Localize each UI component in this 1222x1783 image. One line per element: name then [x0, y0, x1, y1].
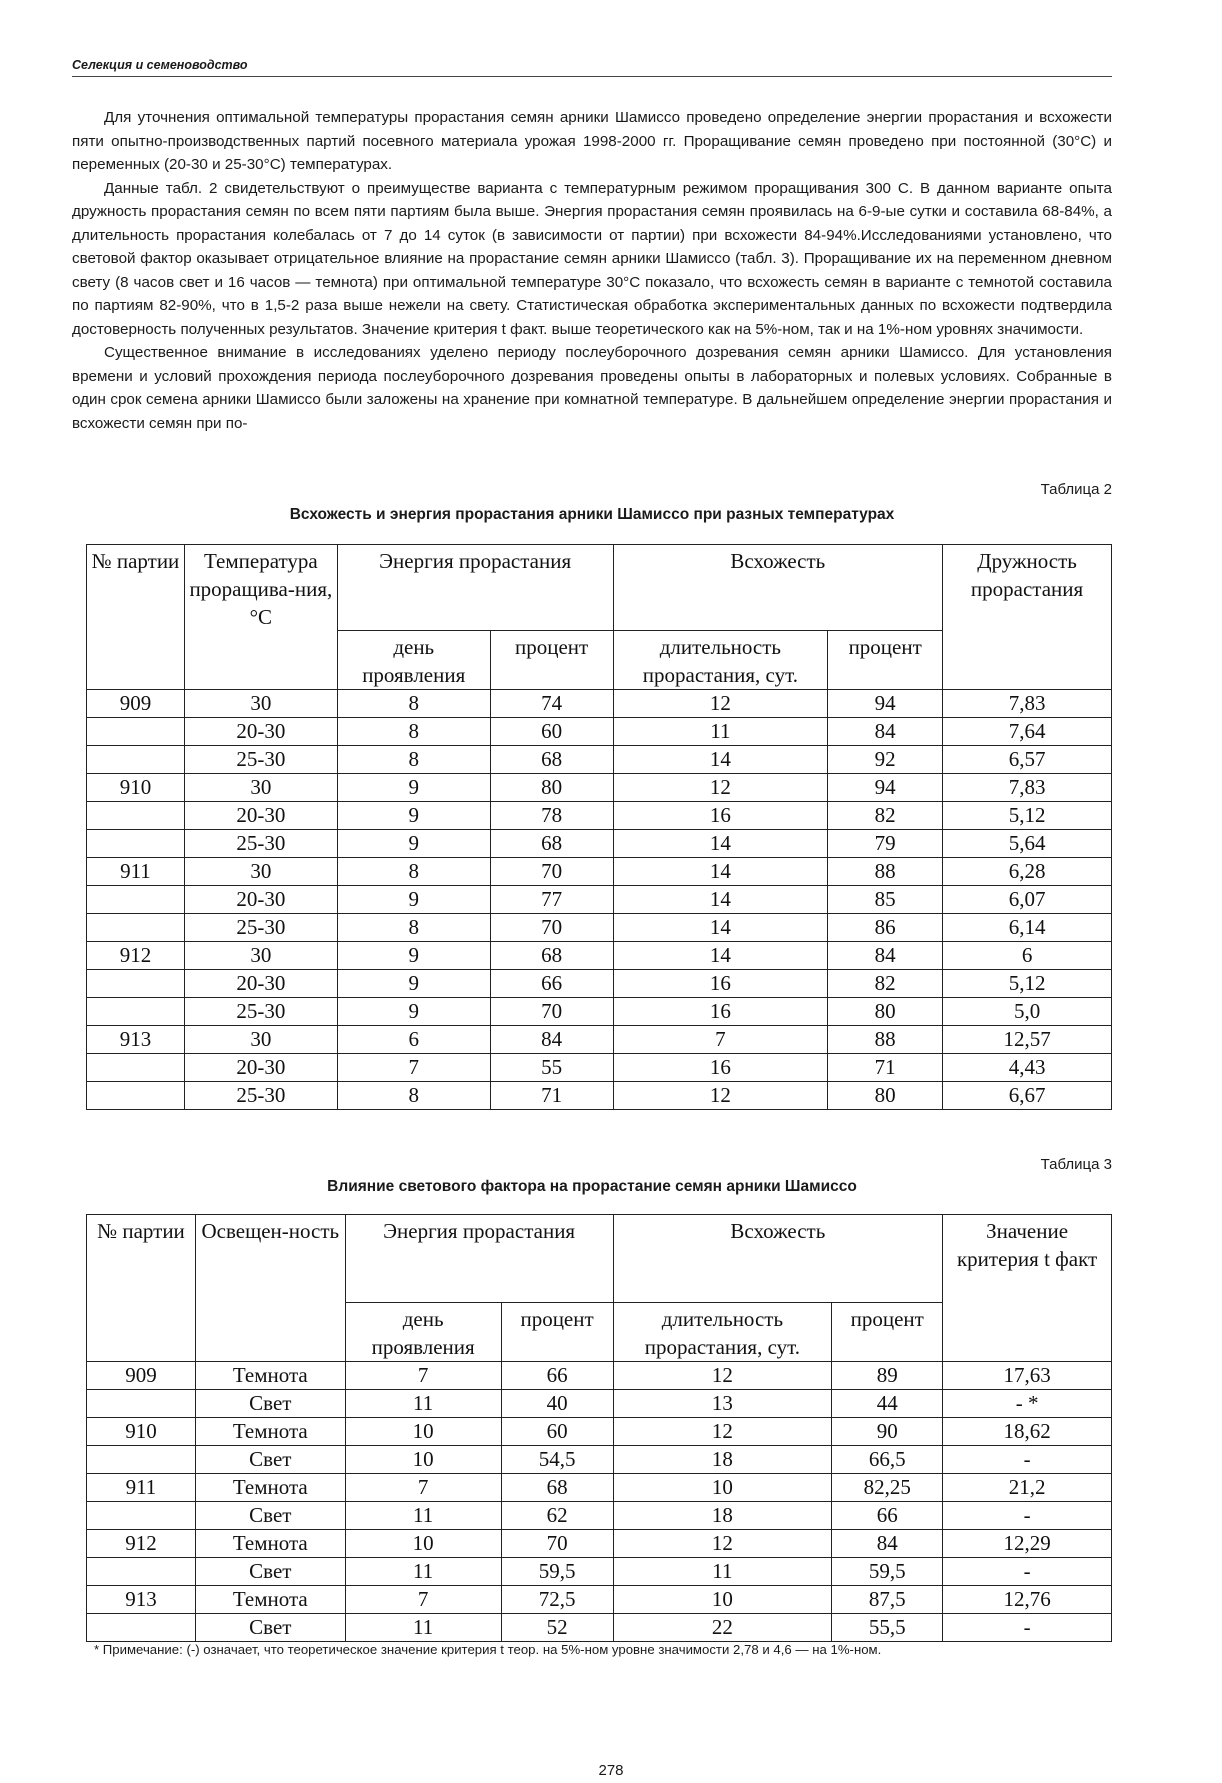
table-cell: 6,28: [943, 858, 1112, 886]
table-cell: 18: [613, 1502, 832, 1530]
table-cell: Темнота: [195, 1362, 345, 1390]
table-cell: 11: [345, 1390, 501, 1418]
table-cell: 20-30: [184, 970, 337, 998]
table-cell: Темнота: [195, 1530, 345, 1558]
table-cell: 910: [87, 774, 185, 802]
table2-label: Таблица 2: [1040, 481, 1112, 498]
table-cell: 14: [613, 858, 828, 886]
table-cell: 84: [490, 1026, 613, 1054]
table-cell: 20-30: [184, 802, 337, 830]
table-cell: [87, 802, 185, 830]
table-cell: Свет: [195, 1390, 345, 1418]
table-row: [87, 1026, 1112, 1054]
t3-header-percent1: процент: [501, 1303, 613, 1362]
t2-header-energy: Энергия прорастания: [337, 545, 613, 631]
table-cell: Свет: [195, 1502, 345, 1530]
table-cell: 8: [337, 1082, 490, 1110]
table-cell: 80: [828, 998, 943, 1026]
table-row: [87, 1082, 1112, 1110]
table-cell: 25-30: [184, 830, 337, 858]
table-row: [87, 774, 1112, 802]
table-cell: 30: [184, 690, 337, 718]
table-row: [87, 802, 1112, 830]
table-row: [87, 746, 1112, 774]
table-cell: 94: [828, 774, 943, 802]
table-cell: 4,43: [943, 1054, 1112, 1082]
table-cell: 16: [613, 1054, 828, 1082]
t3-header-duration: длительность прорастания, сут.: [613, 1303, 832, 1362]
table-cell: 68: [501, 1474, 613, 1502]
table-row: [87, 1390, 1112, 1418]
table-cell: 910: [87, 1418, 196, 1446]
table-cell: 8: [337, 718, 490, 746]
table-cell: 911: [87, 858, 185, 886]
table-cell: 54,5: [501, 1446, 613, 1474]
table-cell: 913: [87, 1586, 196, 1614]
table-cell: 52: [501, 1614, 613, 1642]
table-cell: 18,62: [943, 1418, 1112, 1446]
table-cell: 14: [613, 942, 828, 970]
table-cell: [87, 914, 185, 942]
table-cell: 55: [490, 1054, 613, 1082]
table-cell: 10: [613, 1474, 832, 1502]
table-cell: 11: [345, 1614, 501, 1642]
table-cell: 10: [345, 1530, 501, 1558]
t3-header-percent2: процент: [832, 1303, 943, 1362]
t2-header-uniformity: Дружность прорастания: [943, 545, 1112, 690]
table-cell: 10: [345, 1446, 501, 1474]
table-cell: [87, 886, 185, 914]
paragraph-3: Существенное внимание в исследованиях уделено периоду послеуборочного дозревания семян арники Шамиссо. Для установления времени и условий прохождения периода послеуборочного дозревания проведены опыты в лабораторных и полевых условиях. Собранные в один срок семена арники Шамиссо были заложены на хранение при комнатной температуре. В дальнейшем определение энергии прорастания и всхожести семян при по-: [72, 344, 1112, 432]
table-cell: 40: [501, 1390, 613, 1418]
table-cell: 9: [337, 774, 490, 802]
table-cell: 14: [613, 886, 828, 914]
table-cell: 8: [337, 858, 490, 886]
table-cell: 12: [613, 1362, 832, 1390]
table-cell: 82: [828, 970, 943, 998]
table-row: [87, 858, 1112, 886]
table-cell: 25-30: [184, 746, 337, 774]
table-cell: 8: [337, 746, 490, 774]
table-cell: 13: [613, 1390, 832, 1418]
page-number: 278: [598, 1762, 624, 1779]
table-cell: 25-30: [184, 998, 337, 1026]
table-cell: [87, 1558, 196, 1586]
table-cell: 6: [337, 1026, 490, 1054]
table-cell: 909: [87, 1362, 196, 1390]
table-cell: Свет: [195, 1446, 345, 1474]
table-row: [87, 998, 1112, 1026]
table-cell: 59,5: [832, 1558, 943, 1586]
table-cell: 80: [490, 774, 613, 802]
table-cell: 87,5: [832, 1586, 943, 1614]
table-row: [87, 914, 1112, 942]
table-cell: 82: [828, 802, 943, 830]
table-cell: 22: [613, 1614, 832, 1642]
table-cell: 20-30: [184, 718, 337, 746]
table-cell: [87, 1390, 196, 1418]
table-cell: [87, 718, 185, 746]
table2: [86, 544, 1112, 1110]
table-cell: 92: [828, 746, 943, 774]
table-cell: 17,63: [943, 1362, 1112, 1390]
table-cell: -: [943, 1614, 1112, 1642]
table-cell: [87, 1502, 196, 1530]
table-cell: 11: [613, 718, 828, 746]
body-text: [72, 106, 1112, 435]
table-cell: 89: [832, 1362, 943, 1390]
table-cell: 11: [613, 1558, 832, 1586]
table-cell: 909: [87, 690, 185, 718]
table-cell: 71: [828, 1054, 943, 1082]
table-cell: [87, 970, 185, 998]
t2-header-percent2: процент: [828, 631, 943, 690]
table-cell: 66: [832, 1502, 943, 1530]
table-cell: 7: [345, 1586, 501, 1614]
table-cell: 912: [87, 942, 185, 970]
table3-title: Влияние светового фактора на прорастание семян арники Шамиссо: [327, 1178, 857, 1195]
table-cell: [87, 1446, 196, 1474]
table-cell: [87, 1614, 196, 1642]
t2-header-duration: длительность прорастания, сут.: [613, 631, 828, 690]
table-cell: 66: [490, 970, 613, 998]
table-row: [87, 690, 1112, 718]
table-cell: 10: [613, 1586, 832, 1614]
table-cell: 5,64: [943, 830, 1112, 858]
table-cell: - *: [943, 1390, 1112, 1418]
table-cell: 7,64: [943, 718, 1112, 746]
table-row: [87, 830, 1112, 858]
table-cell: 9: [337, 998, 490, 1026]
table-cell: 70: [490, 858, 613, 886]
table-row: [87, 1502, 1112, 1530]
table-cell: 14: [613, 746, 828, 774]
table-cell: 55,5: [832, 1614, 943, 1642]
table-cell: 18: [613, 1446, 832, 1474]
table-cell: [87, 1054, 185, 1082]
table-row: [87, 1418, 1112, 1446]
table-cell: 82,25: [832, 1474, 943, 1502]
table-row: [87, 1446, 1112, 1474]
table-cell: 30: [184, 774, 337, 802]
table3: [86, 1214, 1112, 1642]
table-cell: 21,2: [943, 1474, 1112, 1502]
table-cell: 86: [828, 914, 943, 942]
paragraph-2: Данные табл. 2 свидетельствуют о преимуществе варианта с температурным режимом проращивания 300 С. В данном варианте опыта дружность прорастания семян по всем пяти партиям была выше. Энергия прорастания семян проявилась на 6-9-ые сутки и составила 68-84%, а длительность прорастания колебалась от 7 до 14 суток (в зависимости от партии) при всхожести 84-94%.Исследованиями установлено, что световой фактор оказывает отрицательное влияние на прорастание семян арники Шамиссо (табл. 3). Проращивание их на переменном дневном свету (8 часов свет и 16 часов — темнота) при оптимальной температуре 30°С показало, что всхожесть семян в варианте с темнотой составила по партиям 82-90%, что в 1,5-2 раза выше нежели на свету. Статистическая обработка экспериментальных данных по всхожести подтвердила достоверность полученных результатов. Значение критерия t факт. выше теоретического как на 5%-ном, так и на 1%-ном уровнях значимости.: [72, 179, 1112, 338]
table-cell: [87, 998, 185, 1026]
table-cell: -: [943, 1446, 1112, 1474]
table-cell: -: [943, 1502, 1112, 1530]
table-cell: 913: [87, 1026, 185, 1054]
table-cell: 6,57: [943, 746, 1112, 774]
table-cell: 6: [943, 942, 1112, 970]
t3-header-energy: Энергия прорастания: [345, 1215, 613, 1303]
table-cell: 16: [613, 998, 828, 1026]
table-cell: 16: [613, 802, 828, 830]
table-cell: 88: [828, 858, 943, 886]
table-row: [87, 1558, 1112, 1586]
table-cell: 6,67: [943, 1082, 1112, 1110]
table-row: [87, 1362, 1112, 1390]
table-cell: 7: [613, 1026, 828, 1054]
table-cell: [87, 830, 185, 858]
t2-header-germination: Всхожесть: [613, 545, 943, 631]
table-cell: 6,07: [943, 886, 1112, 914]
table-cell: 90: [832, 1418, 943, 1446]
table-cell: 85: [828, 886, 943, 914]
table-cell: 79: [828, 830, 943, 858]
table-cell: 9: [337, 886, 490, 914]
t2-header-batch: № партии: [87, 545, 185, 690]
table-cell: 72,5: [501, 1586, 613, 1614]
table-cell: 25-30: [184, 1082, 337, 1110]
table-cell: 5,12: [943, 970, 1112, 998]
table-cell: 10: [345, 1418, 501, 1446]
table-cell: 70: [490, 914, 613, 942]
table2-title: Всхожесть и энергия прорастания арники Шамиссо при разных температурах: [289, 506, 895, 523]
table-cell: 911: [87, 1474, 196, 1502]
table-row: [87, 1586, 1112, 1614]
table-row: [87, 1530, 1112, 1558]
table-cell: 12: [613, 1530, 832, 1558]
table-row: [87, 718, 1112, 746]
table-cell: 12,76: [943, 1586, 1112, 1614]
table-cell: 12,57: [943, 1026, 1112, 1054]
table-cell: 11: [345, 1558, 501, 1586]
table-cell: 68: [490, 830, 613, 858]
table-cell: [87, 1082, 185, 1110]
table-cell: 30: [184, 942, 337, 970]
table-cell: 60: [490, 718, 613, 746]
table-cell: 9: [337, 970, 490, 998]
table-cell: 7: [345, 1362, 501, 1390]
table-cell: Свет: [195, 1614, 345, 1642]
table-cell: 6,14: [943, 914, 1112, 942]
table-cell: 74: [490, 690, 613, 718]
table-row: [87, 970, 1112, 998]
table-cell: 5,0: [943, 998, 1112, 1026]
t3-header-batch: № партии: [87, 1215, 196, 1362]
t3-header-germination: Всхожесть: [613, 1215, 943, 1303]
table-cell: 77: [490, 886, 613, 914]
table-row: [87, 1474, 1112, 1502]
table-cell: 12: [613, 690, 828, 718]
table-row: [87, 1614, 1112, 1642]
table-cell: 14: [613, 830, 828, 858]
table-cell: 912: [87, 1530, 196, 1558]
table-cell: 60: [501, 1418, 613, 1446]
table-cell: 30: [184, 858, 337, 886]
table-cell: 84: [828, 718, 943, 746]
table-cell: 8: [337, 690, 490, 718]
table-cell: 9: [337, 802, 490, 830]
table-cell: 25-30: [184, 914, 337, 942]
table-cell: 84: [828, 942, 943, 970]
t3-header-light: Освещен-ность: [195, 1215, 345, 1362]
t2-header-percent1: процент: [490, 631, 613, 690]
table-cell: 12: [613, 774, 828, 802]
table-cell: 8: [337, 914, 490, 942]
running-header: Селекция и семеноводство: [72, 58, 1112, 77]
table-cell: 7: [345, 1474, 501, 1502]
table-cell: Темнота: [195, 1586, 345, 1614]
table-cell: 71: [490, 1082, 613, 1110]
paragraph-1: Для уточнения оптимальной температуры прорастания семян арники Шамиссо проведено определение энергии прорастания и всхожести пяти опытно-производственных партий посевного материала урожая 1998-2000 гг. Проращивание семян проведено при постоянной (30°С) и переменных (20-30 и 25-30°С) температурах.: [72, 109, 1112, 173]
table-cell: 20-30: [184, 1054, 337, 1082]
t2-header-temp: Температура проращива-ния, °С: [184, 545, 337, 690]
table-cell: Темнота: [195, 1474, 345, 1502]
table-row: [87, 1054, 1112, 1082]
table3-label: Таблица 3: [1040, 1156, 1112, 1173]
table-cell: 78: [490, 802, 613, 830]
table-cell: 68: [490, 942, 613, 970]
table2-body: [87, 690, 1112, 1110]
table-cell: 30: [184, 1026, 337, 1054]
table-cell: 66: [501, 1362, 613, 1390]
table-cell: 9: [337, 830, 490, 858]
table-cell: 9: [337, 942, 490, 970]
t2-header-day: день проявления: [337, 631, 490, 690]
table-cell: 88: [828, 1026, 943, 1054]
table-cell: 11: [345, 1502, 501, 1530]
table-cell: 7,83: [943, 690, 1112, 718]
table-cell: 68: [490, 746, 613, 774]
table-cell: 7,83: [943, 774, 1112, 802]
table-cell: 59,5: [501, 1558, 613, 1586]
table-row: [87, 942, 1112, 970]
table-cell: [87, 746, 185, 774]
table-cell: 80: [828, 1082, 943, 1110]
table-cell: 84: [832, 1530, 943, 1558]
table-cell: 62: [501, 1502, 613, 1530]
table3-body: [87, 1362, 1112, 1642]
table-cell: 12,29: [943, 1530, 1112, 1558]
table-cell: 70: [490, 998, 613, 1026]
table-cell: 16: [613, 970, 828, 998]
footnote: * Примечание: (-) означает, что теоретическое значение критерия t теор. на 5%-ном уровне значимости 2,78 и 4,6 — на 1%-ном.: [94, 1642, 882, 1657]
table-cell: 70: [501, 1530, 613, 1558]
table-row: [87, 886, 1112, 914]
table-cell: Темнота: [195, 1418, 345, 1446]
table-cell: 14: [613, 914, 828, 942]
table-cell: 94: [828, 690, 943, 718]
table-cell: -: [943, 1558, 1112, 1586]
table-cell: Свет: [195, 1558, 345, 1586]
t3-header-criterion: Значение критерия t факт: [943, 1215, 1112, 1362]
table-cell: 7: [337, 1054, 490, 1082]
table-cell: 12: [613, 1418, 832, 1446]
table-cell: 20-30: [184, 886, 337, 914]
table-cell: 66,5: [832, 1446, 943, 1474]
t3-header-day: день проявления: [345, 1303, 501, 1362]
table-cell: 5,12: [943, 802, 1112, 830]
table-cell: 12: [613, 1082, 828, 1110]
table-cell: 44: [832, 1390, 943, 1418]
